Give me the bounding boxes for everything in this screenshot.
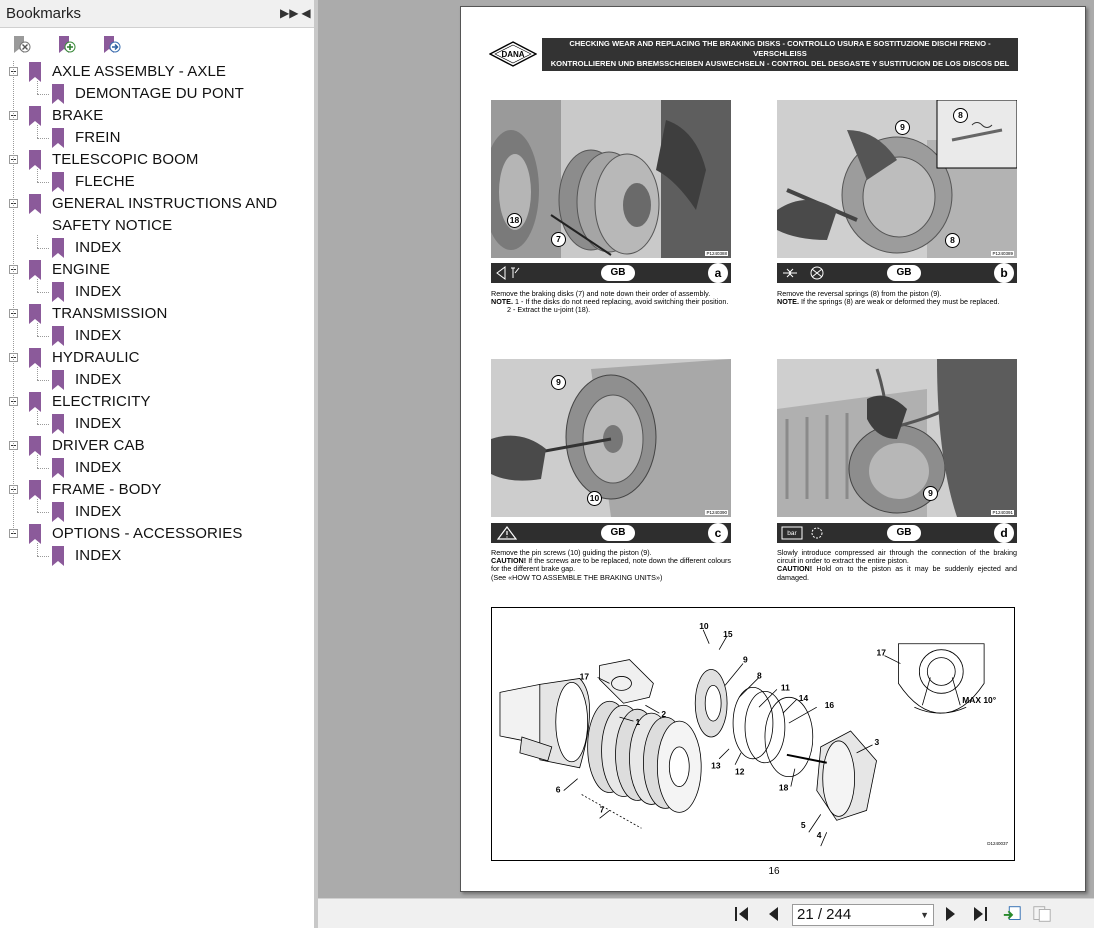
tree-connector bbox=[37, 279, 38, 292]
bookmark-icon bbox=[28, 62, 42, 82]
page-number-field[interactable] bbox=[792, 904, 934, 926]
panel-stripe-a bbox=[491, 263, 731, 283]
bookmark-item[interactable] bbox=[0, 105, 314, 127]
bookmark-icon bbox=[28, 524, 42, 544]
banner-line-3: CONTROLE D'USURE ET SUBSTITUTION DES DISQUES DE FREINAGE bbox=[651, 79, 909, 88]
diagram-code: D1240037 bbox=[987, 841, 1008, 846]
tree-connector bbox=[37, 323, 38, 336]
caption-a-note-1: 1 - If the disks do not need replacing, avoid switching their position. bbox=[514, 297, 729, 307]
tree-connector bbox=[37, 455, 38, 468]
diagram-label-3: 8 bbox=[756, 670, 762, 681]
panel-letter-b: b bbox=[994, 263, 1014, 283]
exploded-diagram bbox=[491, 607, 1015, 861]
bookmarks-toolbar bbox=[0, 32, 314, 58]
caption-b-note: If the springs (8) are weak or deformed they must be replaced. bbox=[800, 297, 1000, 307]
add-bookmark-icon[interactable] bbox=[55, 34, 77, 56]
tree-connector bbox=[37, 499, 38, 512]
bookmark-icon bbox=[28, 260, 42, 280]
panel-stripe-d bbox=[777, 523, 1017, 543]
caption-a bbox=[491, 290, 731, 315]
warning-icon bbox=[497, 526, 517, 540]
caption-d-text: Slowly introduce compressed air through the connection of the braking circuit in order to extract the entire piston. bbox=[777, 548, 1017, 566]
tree-connector bbox=[37, 125, 38, 138]
last-page-button[interactable] bbox=[970, 905, 990, 923]
previous-view-icon bbox=[1002, 905, 1022, 923]
diagram-label-2: 9 bbox=[743, 654, 748, 665]
bookmark-label: OPTIONS - ACCESSORIES bbox=[52, 525, 243, 542]
bookmark-icon bbox=[28, 194, 42, 214]
panel-letter-c: c bbox=[708, 523, 728, 543]
bookmark-child-label: INDEX bbox=[75, 459, 122, 476]
previous-page-button[interactable] bbox=[764, 905, 784, 923]
bookmark-label: TRANSMISSION bbox=[52, 305, 168, 322]
caption-b-text: Remove the reversal springs (8) from the piston (9). bbox=[777, 289, 942, 298]
tree-connector bbox=[37, 367, 38, 380]
caption-c-caution-label: CAUTION! bbox=[491, 556, 527, 566]
callout-a-1: 7 bbox=[551, 232, 566, 247]
photo-code-a: P1240388 bbox=[706, 251, 727, 256]
tree-connector bbox=[37, 182, 49, 183]
next-page-icon bbox=[940, 905, 960, 923]
photo-c bbox=[491, 359, 731, 517]
caption-d-caution-label: CAUTION! bbox=[777, 564, 813, 574]
callout-a-0: 18 bbox=[507, 213, 522, 228]
bookmark-item[interactable] bbox=[0, 523, 314, 545]
bookmark-icon bbox=[28, 480, 42, 500]
tree-connector bbox=[37, 81, 38, 94]
panel-letter-a: a bbox=[708, 263, 728, 283]
panel-letter-d: d bbox=[994, 523, 1014, 543]
callout-c-0: 9 bbox=[551, 375, 566, 390]
logo-text: DANA bbox=[501, 50, 525, 59]
diagram-label-8: 2 bbox=[661, 709, 667, 720]
bookmark-item[interactable] bbox=[0, 435, 314, 457]
diagram-label-6: 16 bbox=[824, 700, 835, 711]
delete-bookmark-icon[interactable] bbox=[10, 34, 32, 56]
pressure-symbols-icon bbox=[781, 526, 827, 540]
caption-b-note-label: NOTE. bbox=[777, 297, 799, 307]
bookmark-child-label: INDEX bbox=[75, 283, 122, 300]
bookmark-label: HYDRAULIC bbox=[52, 349, 140, 366]
diagram-label-9: 1 bbox=[635, 717, 641, 728]
bookmark-label: BRAKE bbox=[52, 107, 104, 124]
next-view-icon bbox=[1032, 905, 1052, 923]
printed-page-number: 16 bbox=[768, 866, 780, 877]
bookmark-item[interactable] bbox=[0, 391, 314, 413]
bookmark-icon bbox=[51, 172, 65, 192]
next-page-button[interactable] bbox=[940, 905, 960, 923]
bookmark-item-continued[interactable] bbox=[0, 215, 314, 237]
bookmark-icon bbox=[51, 84, 65, 104]
tree-connector bbox=[37, 543, 38, 556]
diagram-label-4: 11 bbox=[780, 682, 790, 693]
diagram-label-17: 4 bbox=[816, 830, 822, 841]
bookmark-item[interactable] bbox=[0, 347, 314, 369]
bookmark-label: ELECTRICITY bbox=[52, 393, 151, 410]
photo-code-b: P1240389 bbox=[992, 251, 1013, 256]
caption-a-note-label: NOTE. bbox=[491, 297, 513, 307]
diagram-label-11: 6 bbox=[555, 784, 561, 795]
page-navigation-bar bbox=[318, 898, 1094, 928]
banner-line-1: CHECKING WEAR AND REPLACING THE BRAKING DISKS - CONTROLLO USURA E SOSTITUZIONE DISCHI FRENO - VERSCHLEISS bbox=[569, 39, 991, 58]
bookmark-child-label: FLECHE bbox=[75, 173, 135, 190]
diagram-label-14: 12 bbox=[735, 766, 745, 777]
bookmark-child-label: FREIN bbox=[75, 129, 121, 146]
bookmark-icon bbox=[28, 150, 42, 170]
tree-connector bbox=[37, 556, 49, 557]
pressure-unit-text: bar bbox=[787, 530, 797, 537]
bookmark-item[interactable] bbox=[0, 193, 314, 215]
tree-connector bbox=[37, 138, 49, 139]
bookmark-icon bbox=[51, 414, 65, 434]
bookmark-child-label: DEMONTAGE DU PONT bbox=[75, 85, 244, 102]
tree-connector bbox=[37, 468, 49, 469]
bookmark-icon bbox=[51, 128, 65, 148]
document-page bbox=[460, 6, 1086, 892]
diagram-label-10: 3 bbox=[874, 736, 880, 747]
diagram-label-1: 15 bbox=[723, 628, 733, 639]
bookmark-tree bbox=[0, 61, 314, 567]
first-page-button[interactable] bbox=[732, 905, 752, 923]
caption-c-caution: If the screws are to be replaced, note down the different colours for the different brake gap. bbox=[491, 556, 732, 574]
go-to-bookmark-icon[interactable] bbox=[100, 34, 122, 56]
page-number-value: 21 / 244 bbox=[797, 906, 852, 923]
photo-d bbox=[777, 359, 1017, 517]
caption-c bbox=[491, 549, 731, 582]
callout-b-1: 8 bbox=[953, 108, 968, 123]
bookmark-icon bbox=[51, 458, 65, 478]
diagram-label-5: 14 bbox=[798, 693, 809, 704]
diagram-label-12: 7 bbox=[599, 804, 605, 815]
bookmark-label: ENGINE bbox=[52, 261, 111, 278]
lang-badge-d: GB bbox=[887, 525, 921, 541]
bookmark-child-label: INDEX bbox=[75, 327, 122, 344]
previous-page-icon bbox=[764, 905, 784, 923]
photo-code-d: P1240391 bbox=[992, 510, 1013, 515]
bookmark-label: DRIVER CAB bbox=[52, 437, 145, 454]
section-title-banner bbox=[542, 38, 1018, 88]
bookmark-item[interactable] bbox=[0, 303, 314, 325]
bookmark-child-label: INDEX bbox=[75, 547, 122, 564]
caption-d bbox=[777, 549, 1017, 582]
diagram-label-16: 5 bbox=[800, 820, 806, 831]
bookmark-item[interactable] bbox=[0, 61, 314, 83]
tool-symbols-icon bbox=[495, 266, 525, 280]
bookmark-item[interactable] bbox=[0, 149, 314, 171]
last-page-icon bbox=[970, 905, 990, 923]
bookmarks-header bbox=[0, 0, 314, 28]
bookmark-icon bbox=[51, 502, 65, 522]
bookmark-child-label: INDEX bbox=[75, 503, 122, 520]
chevron-down-icon[interactable]: ▼ bbox=[920, 910, 929, 920]
caption-a-text: Remove the braking disks (7) and note down their order of assembly. bbox=[491, 289, 711, 298]
lang-badge-c: GB bbox=[601, 525, 635, 541]
go-back-view-button[interactable] bbox=[1002, 905, 1024, 923]
tree-connector bbox=[13, 61, 14, 534]
go-forward-view-button[interactable] bbox=[1032, 905, 1054, 923]
bookmark-item[interactable] bbox=[0, 479, 314, 501]
tree-connector bbox=[37, 235, 38, 248]
first-page-icon bbox=[732, 905, 752, 923]
bookmark-icon bbox=[28, 348, 42, 368]
tree-connector bbox=[37, 169, 38, 182]
panel-stripe-b bbox=[777, 263, 1017, 283]
photo-code-c: P1240390 bbox=[706, 510, 727, 515]
bookmark-label-line2: SAFETY NOTICE bbox=[52, 217, 173, 234]
bookmark-child-label: INDEX bbox=[75, 415, 122, 432]
callout-d-0: 9 bbox=[923, 486, 938, 501]
photo-a bbox=[491, 100, 731, 258]
caption-c-text: Remove the pin screws (10) guiding the piston (9). bbox=[491, 548, 652, 557]
lang-badge-b: GB bbox=[887, 265, 921, 281]
caption-b bbox=[777, 290, 1017, 306]
bookmark-icon bbox=[51, 546, 65, 566]
callout-b-0: 9 bbox=[895, 120, 910, 135]
caption-d-caution: Hold on to the piston as it may be suddenly ejected and damaged. bbox=[777, 564, 1017, 582]
bookmark-icon bbox=[28, 436, 42, 456]
bookmark-icon bbox=[28, 106, 42, 126]
caption-c-see: (See «HOW TO ASSEMBLE THE BRAKING UNITS») bbox=[491, 572, 663, 582]
panel-stripe-c bbox=[491, 523, 731, 543]
tree-connector bbox=[37, 292, 49, 293]
bookmark-icon bbox=[51, 370, 65, 390]
diagram-label-0: 10 bbox=[699, 620, 709, 631]
diagram-max-angle: MAX 10° bbox=[962, 695, 997, 706]
bookmark-icon bbox=[51, 238, 65, 258]
tree-connector bbox=[37, 424, 49, 425]
callout-c-1: 10 bbox=[587, 491, 602, 506]
banner-line-2: KONTROLLIEREN UND BREMSSCHEIBEN AUSWECHSELN - CONTROL DEL DESGASTE Y SUSTITUCION DE LOS DISCOS DEL FRENO - bbox=[550, 59, 1010, 78]
diagram-label-18: 17 bbox=[876, 647, 886, 658]
bookmark-icon bbox=[28, 392, 42, 412]
tree-connector bbox=[37, 512, 49, 513]
tree-connector bbox=[37, 94, 49, 95]
tree-connector bbox=[37, 411, 38, 424]
diagram-label-13: 13 bbox=[711, 760, 721, 771]
callout-b-2: 8 bbox=[945, 233, 960, 248]
diagram-label-7: 17 bbox=[579, 671, 590, 682]
diagram-label-15: 18 bbox=[778, 782, 789, 793]
bookmark-icon bbox=[28, 304, 42, 324]
bookmark-child-label: INDEX bbox=[75, 371, 122, 388]
tree-connector bbox=[37, 336, 49, 337]
bookmark-label: AXLE ASSEMBLY - AXLE bbox=[52, 63, 227, 80]
bookmark-item[interactable] bbox=[0, 259, 314, 281]
spring-symbols-icon bbox=[781, 266, 831, 280]
tree-connector bbox=[37, 248, 49, 249]
dana-logo bbox=[489, 41, 537, 67]
bookmark-label: TELESCOPIC BOOM bbox=[52, 151, 199, 168]
bookmarks-panel bbox=[0, 0, 315, 928]
document-viewer[interactable] bbox=[318, 0, 1094, 898]
lang-badge-a: GB bbox=[601, 265, 635, 281]
bookmark-icon bbox=[51, 326, 65, 346]
bookmark-icon bbox=[51, 282, 65, 302]
bookmark-child-label: INDEX bbox=[75, 239, 122, 256]
bookmark-label: FRAME - BODY bbox=[52, 481, 162, 498]
tree-connector bbox=[37, 380, 49, 381]
bookmarks-title: Bookmarks bbox=[6, 5, 82, 22]
photo-b bbox=[777, 100, 1017, 258]
caption-a-note-2: 2 - Extract the u-joint (18). bbox=[507, 305, 591, 315]
collapse-panel-icon[interactable]: ◀ bbox=[301, 6, 311, 20]
bookmark-label: GENERAL INSTRUCTIONS AND bbox=[52, 195, 278, 212]
expand-panel-icon[interactable]: ▶▶ bbox=[280, 6, 299, 20]
